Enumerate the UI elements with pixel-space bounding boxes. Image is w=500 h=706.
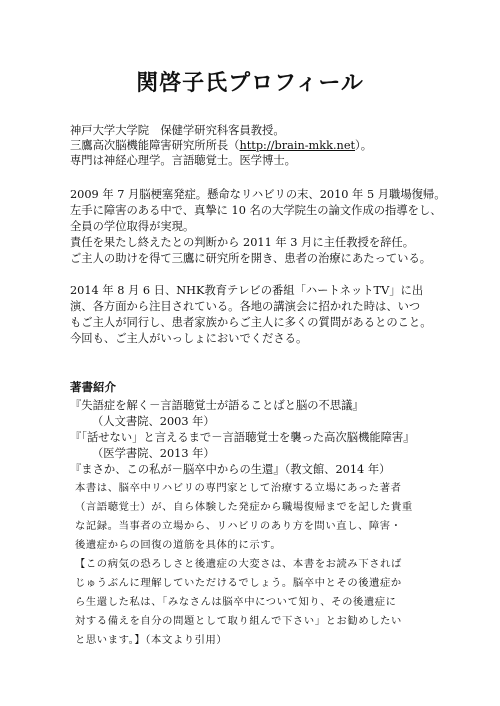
intro-line-2-prefix: 三鷹高次脳機能障害研究所所長（ (70, 139, 240, 152)
history-line-4: 責任を果たし終えたとの判断から 2011 年 3 月に主任教授を辞任。 (70, 236, 415, 249)
history-line-1: 2009 年 7 月脳梗塞発症。懸命なリハビリの末、2010 年 5 月職場復帰。 (70, 188, 446, 201)
book-3-desc-line: ら生還した私は、「みなさんは脳卒中について知り、その後遺症に (75, 596, 397, 608)
intro-line-2 (70, 138, 372, 153)
tv-line-4: 今回も、ご主人がいっしょにおいでくださる。 (70, 332, 308, 345)
book-2-publisher: （医学書院、2013 年） (92, 447, 215, 460)
page-title: 関啓子氏プロフィール (136, 71, 364, 96)
intro-line-1: 神戸大学大学院 保健学研究科客員教授。 (70, 124, 285, 137)
book-3-title: 『まさか、この私が－脳卒中からの生還』（教文館、2014 年） (70, 463, 391, 476)
history-line-2: 左手に障害のある中で、真摯に 10 名の大学院生の論文作成の指導をし、 (70, 204, 442, 217)
history-line-3: 全員の学位取得が実現。 (70, 220, 195, 233)
intro-line-2-suffix: ）。 (355, 139, 372, 152)
tv-line-1: 2014 年 8 月 6 日、NHK教育テレビの番組「ハートネットTV」に出 (70, 284, 424, 297)
book-3-desc-line: 対する備えを自分の問題として取り組んで下さい」とお勧めしたい (75, 615, 402, 627)
history-line-5: ご主人の助けを得て三鷹に研究所を開き、患者の治療にあたっている。 (70, 252, 432, 265)
book-3-desc-line: 【この病気の恐ろしさと後遺症の大変さは、本書をお読み下されば (75, 558, 402, 570)
institute-link[interactable]: http://brain-mkk.net (239, 139, 356, 152)
book-3-desc-line: 本書は、脳卒中リハビリの専門家として治療する立場にあった著者 (75, 482, 402, 494)
book-3-desc-line: と思います。】（本文より引用） (75, 634, 228, 646)
book-3-desc-line: じゅうぶんに理解していただけるでしょう。脳卒中とその後遺症か (75, 577, 402, 589)
book-3-desc-line: （言語聴覚士）が、自ら体験した発症から職場復帰までを記した貴重 (75, 501, 413, 513)
book-2-title: 『「話せない」と言えるまで－言語聴覚士を襲った高次脳機能障害』 (70, 431, 415, 444)
book-3-desc-line: 後遺症からの回復の道筋を具体的に示す。 (75, 539, 282, 551)
books-heading: 著書紹介 (70, 380, 116, 394)
intro-line-3: 専門は神経心理学。言語聴覚士。医学博士。 (70, 154, 296, 167)
tv-line-2: 演、各方面から注目されている。各地の講演会に招かれた時は、いつ (70, 300, 421, 313)
book-3-desc-line: な記録。当事者の立場から、リハビリのあり方を問い直し、障害・ (75, 520, 402, 532)
book-1-publisher: （人文書院、2003 年） (92, 415, 215, 428)
tv-line-3: もご主人が同行し、患者家族からご主人に多くの質問があるとのこと。 (70, 316, 432, 329)
book-1-title: 『失語症を解く－言語聴覚士が語ることばと脳の不思議』 (70, 399, 364, 412)
